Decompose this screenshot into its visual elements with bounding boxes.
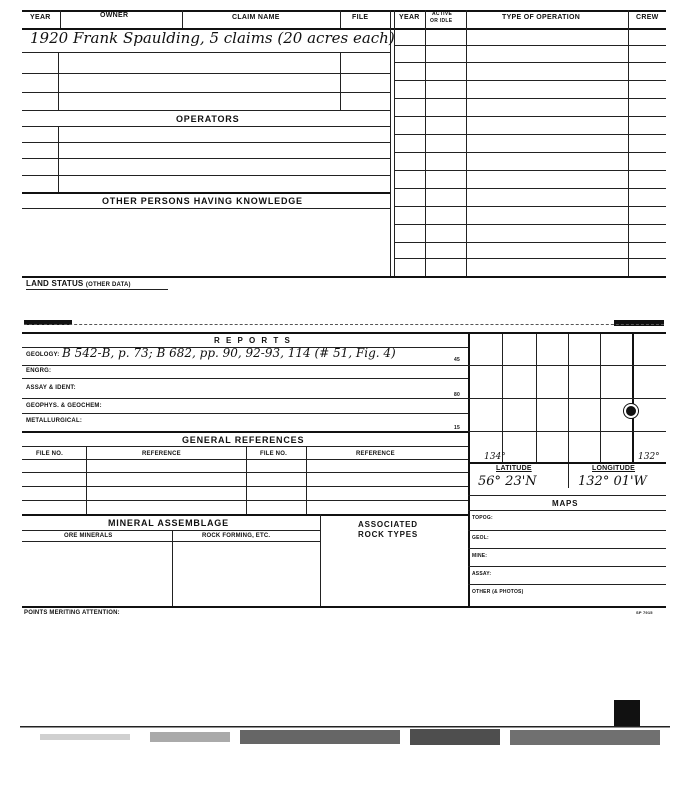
col-sep [628, 10, 629, 28]
grid-line [468, 398, 666, 399]
grid-bottom-rule [468, 462, 666, 464]
header-file: FILE [352, 14, 369, 21]
col-sep [306, 446, 307, 514]
row-rule [22, 500, 468, 501]
general-references-title: GENERAL REFERENCES [182, 435, 305, 445]
col-sep [86, 446, 87, 514]
maps-title: MAPS [552, 499, 579, 508]
location-dot-icon [624, 404, 638, 418]
metallurgical-label: METALLURGICAL: [26, 418, 83, 424]
header-active-2: OR IDLE [430, 18, 453, 24]
operators-label: OPERATORS [176, 114, 240, 124]
row-rule [22, 413, 468, 414]
header-crew: CREW [636, 14, 659, 21]
col-sep [466, 10, 467, 28]
geology-value: B 542-B, p. 73; B 682, pp. 90, 92-93, 114 (# 51, Fig. 4) [62, 346, 396, 360]
row-rule [22, 398, 468, 399]
longitude-label: LONGITUDE [592, 465, 636, 472]
row-rule [394, 134, 666, 135]
row-rule [22, 92, 390, 93]
maps-mine: MINE: [472, 553, 488, 559]
row-rule [22, 541, 320, 542]
maps-topog: TOPOG: [472, 515, 493, 521]
geology-label: GEOLOGY: [26, 352, 60, 358]
row-rule [468, 566, 666, 567]
rock-forming-label: ROCK FORMING, ETC. [202, 533, 271, 539]
land-status-label: LAND STATUS (OTHER DATA) [26, 279, 131, 288]
row-rule [394, 206, 666, 207]
header-active-1: ACTIVE [432, 11, 453, 17]
main-divider [394, 10, 395, 276]
ore-minerals-label: ORE MINERALS [64, 533, 113, 539]
latitude-value: 56° 23'N [478, 474, 537, 489]
col-sep [340, 52, 341, 110]
row-rule [22, 446, 468, 447]
right-panel-divider [468, 332, 470, 606]
grid-line [468, 365, 666, 366]
reports-num: 45 [454, 357, 460, 363]
row-rule [22, 365, 468, 366]
row-rule [22, 52, 390, 53]
header-type-of-operation: TYPE OF OPERATION [502, 14, 581, 21]
row-rule [394, 188, 666, 189]
maps-assay: ASSAY: [472, 571, 492, 577]
row-rule [394, 258, 666, 259]
col-file-no: FILE NO. [36, 451, 63, 457]
row-rule [394, 242, 666, 243]
main-divider [390, 10, 391, 276]
maps-geol: GEOL: [472, 535, 489, 541]
row-rule [22, 142, 390, 143]
row-rule [468, 530, 666, 531]
col-file-no-2: FILE NO. [260, 451, 287, 457]
col-sep [320, 514, 321, 606]
reports-bottom-rule [22, 606, 666, 608]
assay-label: ASSAY & IDENT: [26, 385, 76, 391]
left-tick: 134° [484, 452, 506, 462]
row-rule [22, 459, 468, 460]
reports-num: 15 [454, 425, 460, 431]
header-owner: OWNER [100, 12, 129, 19]
reports-num: 80 [454, 392, 460, 398]
row-rule [394, 98, 666, 99]
row-rule [394, 62, 666, 63]
scan-mark [614, 320, 664, 326]
land-status-underline [26, 289, 168, 290]
row-rule [22, 208, 390, 209]
row-rule [394, 116, 666, 117]
reports-title: R E P O R T S [214, 336, 292, 345]
row-rule [394, 170, 666, 171]
row-rule [22, 378, 468, 379]
header-claim-name: CLAIM NAME [232, 14, 280, 21]
form-number: SP 7915 [636, 610, 653, 615]
points-meriting-label: POINTS MERITING ATTENTION: [24, 610, 120, 616]
maps-other: OTHER (& PHOTOS) [472, 589, 524, 595]
row-rule [394, 80, 666, 81]
owner-claim-entry: 1920 Frank Spaulding, 5 claims (20 acres each) [30, 29, 395, 47]
col-reference-2: REFERENCE [356, 451, 395, 457]
grid-line [468, 431, 666, 432]
engrg-label: ENGRG: [26, 368, 52, 374]
row-rule [468, 584, 666, 585]
geophys-label: GEOPHYS. & GEOCHEM: [26, 403, 102, 409]
row-rule [22, 431, 468, 433]
col-reference: REFERENCE [142, 451, 181, 457]
row-rule [22, 175, 390, 176]
col-sep [340, 10, 341, 28]
scan-noise-strip [20, 722, 670, 752]
col-sep [172, 530, 173, 606]
row-rule [22, 472, 468, 473]
header-year-2: YEAR [399, 14, 420, 21]
col-sep [246, 446, 247, 514]
col-sep [58, 126, 59, 192]
row-rule [394, 45, 666, 46]
row-rule [22, 110, 390, 111]
col-sep [60, 10, 61, 28]
header-year: YEAR [30, 14, 51, 21]
grid-line [568, 334, 569, 488]
associated-rock-types-1: ASSOCIATED [358, 520, 418, 529]
col-sep [182, 10, 183, 28]
scan-line [24, 324, 664, 325]
mineral-assemblage-title: MINERAL ASSEMBLAGE [108, 518, 229, 528]
row-rule [22, 514, 468, 516]
row-rule [394, 224, 666, 225]
row-rule [22, 158, 390, 159]
col-sep [58, 52, 59, 110]
reports-top-rule [22, 332, 666, 334]
row-rule [22, 486, 468, 487]
right-tick: 132° [638, 452, 660, 462]
row-rule [468, 548, 666, 549]
latitude-label: LATITUDE [496, 465, 532, 472]
longitude-value: 132° 01'W [578, 474, 647, 489]
other-persons-label: OTHER PERSONS HAVING KNOWLEDGE [102, 196, 303, 206]
row-rule [22, 126, 390, 127]
row-rule [394, 152, 666, 153]
row-rule [22, 73, 390, 74]
row-rule [22, 192, 390, 194]
top-section-bottom-rule [22, 276, 666, 278]
row-rule [468, 510, 666, 511]
row-rule [22, 530, 320, 531]
associated-rock-types-2: ROCK TYPES [358, 530, 419, 539]
row-rule [468, 495, 666, 496]
col-sep [425, 10, 426, 28]
